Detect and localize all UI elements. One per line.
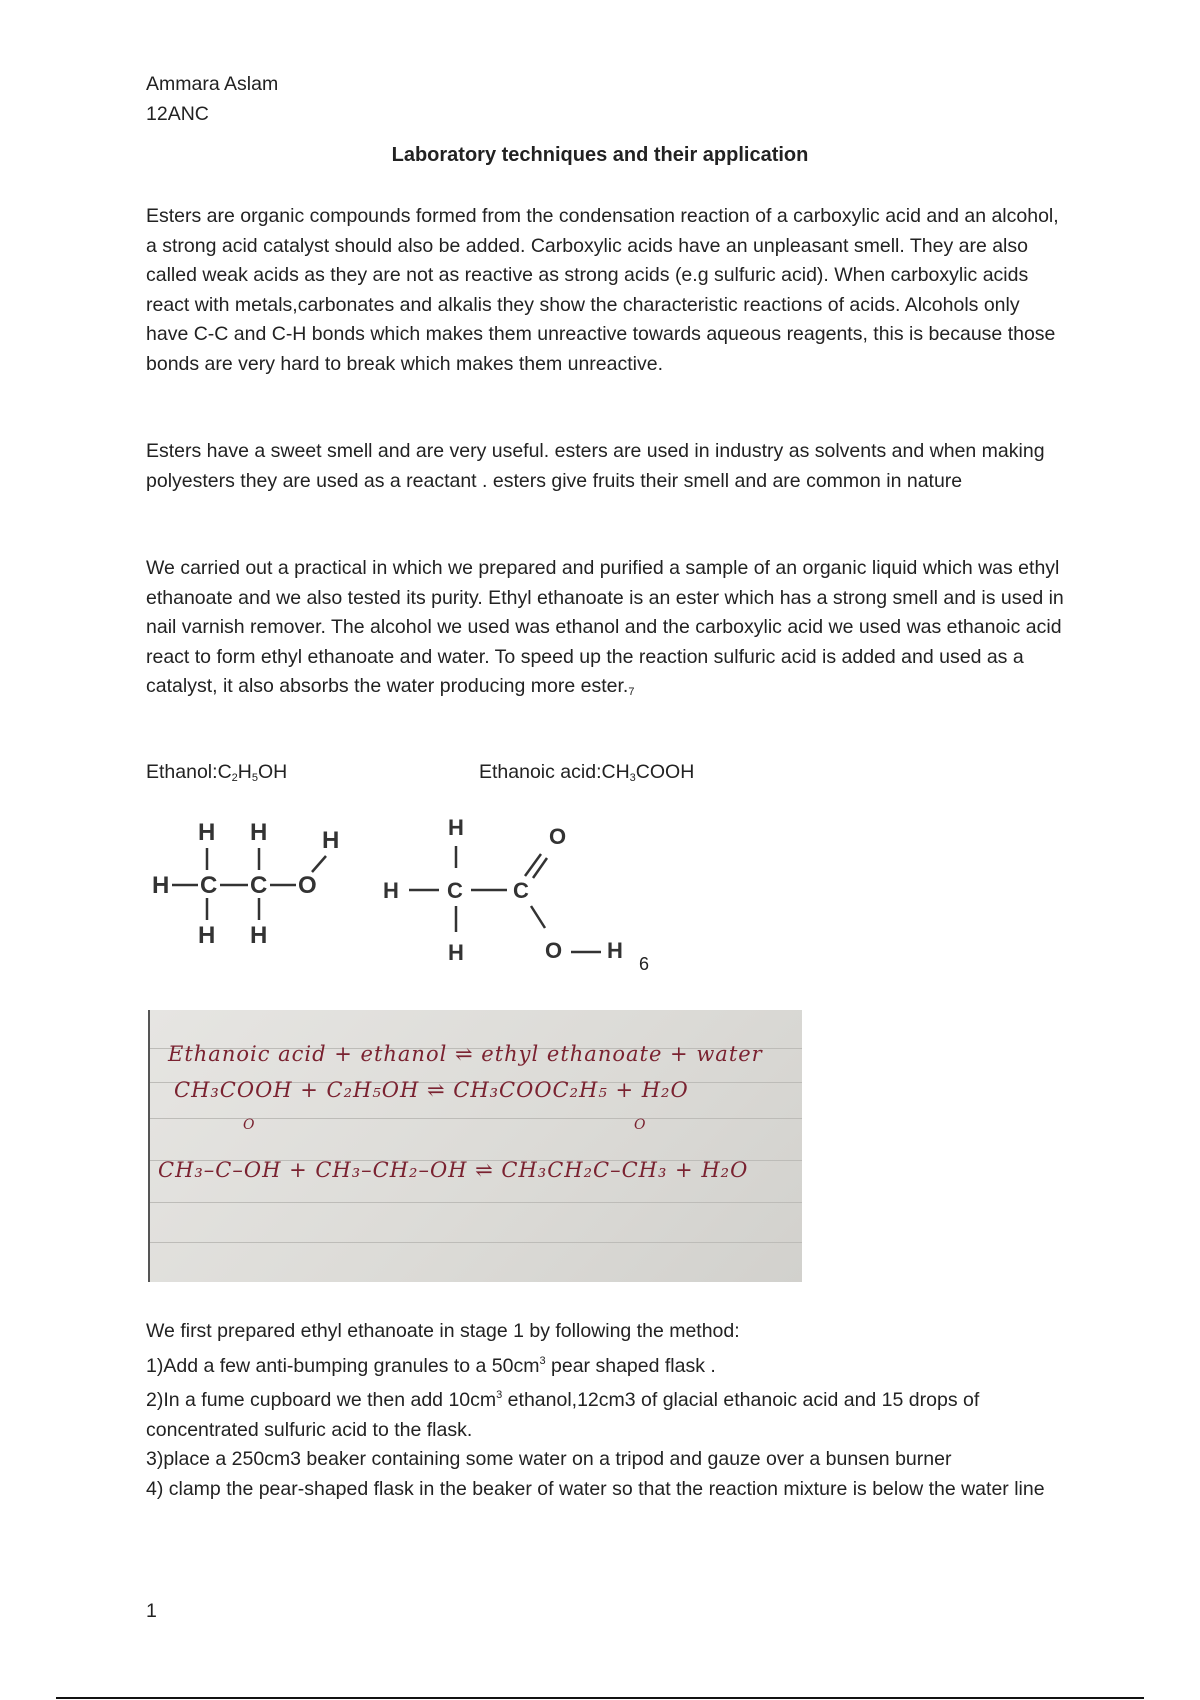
paragraph-practical-text: We carried out a practical in which we prepared and purified a sample of an organic liquid which was ethyl ethanoate and we also tested its purity. Ethyl ethanoate is an ester which has a strong smell and is used in nail varnish remover. The alcohol we used was ethanol and the carboxylic acid we used was ethanoic acid react to form ethyl ethanoate and water. To speed up the reaction sulfuric acid is added and used as a catalyst, it also absorbs the water producing more ester. bbox=[146, 557, 1064, 697]
svg-text:H: H bbox=[198, 819, 216, 846]
svg-text:C: C bbox=[513, 878, 529, 903]
svg-text:O: O bbox=[545, 938, 563, 963]
method-step-3: 3)place a 250cm3 beaker containing some water on a tripod and gauze over a bunsen burner bbox=[146, 1448, 952, 1470]
ethanoic-acid-formula: Ethanoic $acid:CH_3COOH$ bbox=[479, 761, 695, 784]
handwritten-word-equation: Ethanoic acid + ethanol ⇌ ethyl ethanoate + water bbox=[168, 1042, 763, 1066]
svg-text:H: H bbox=[250, 922, 268, 949]
ethanol-structure-diagram bbox=[146, 810, 356, 960]
method-step-2: 2)In a fume cupboard we then add $10cm^3$ ethanol,12cm3 of glacial ethanoic acid and 15 drops of concentrated sulfuric acid to the flask. bbox=[146, 1389, 980, 1441]
page-number: 1 bbox=[146, 1600, 157, 1622]
handwritten-carbonyl-o-2: O bbox=[634, 1117, 647, 1133]
svg-text:H: H bbox=[448, 940, 464, 965]
svg-text:H: H bbox=[152, 872, 170, 899]
svg-text:C: C bbox=[200, 872, 218, 899]
handwritten-formula-equation: CH₃COOH + C₂H₅OH ⇌ CH₃COOC₂H₅ + H₂O bbox=[174, 1078, 689, 1102]
method-section bbox=[146, 1317, 1066, 1504]
svg-text:H: H bbox=[198, 922, 216, 949]
method-intro: We first prepared ethyl ethanoate in stage 1 by following the method: bbox=[146, 1320, 740, 1342]
svg-text:O: O bbox=[549, 824, 567, 849]
ethanoic-acid-structure-diagram bbox=[375, 810, 675, 980]
method-step-1: 1)Add a few anti-bumping granules to a $50cm^3$ pear shaped flask . bbox=[146, 1354, 716, 1377]
svg-text:H: H bbox=[383, 878, 399, 903]
svg-text:H: H bbox=[607, 938, 623, 963]
svg-text:C: C bbox=[250, 872, 268, 899]
svg-text:O: O bbox=[298, 872, 317, 899]
svg-text:H: H bbox=[322, 827, 340, 854]
author-name: Ammara Aslam bbox=[146, 73, 279, 95]
svg-text:C: C bbox=[447, 878, 463, 903]
paragraph-practical bbox=[146, 554, 1066, 708]
svg-text:H: H bbox=[250, 819, 268, 846]
ethanoic-label: Ethanoic acid: bbox=[479, 761, 602, 783]
handwritten-structural-equation: CH₃–C–OH + CH₃–CH₂–OH ⇌ CH₃CH₂C–CH₃ + H₂O bbox=[158, 1158, 749, 1182]
svg-text:H: H bbox=[448, 815, 464, 840]
page-title: Laboratory techniques and their application bbox=[391, 144, 809, 166]
class-code: 12ANC bbox=[146, 102, 209, 125]
footnote-ref: 7 bbox=[628, 686, 635, 698]
paragraph-esters-uses: Esters have a sweet smell and are very useful. esters are used in industry as solvents and when making polyesters they are used as a reactant . esters give fruits their smell and are common in nature bbox=[146, 440, 1045, 492]
ethanol-formula: $Ethanol:C_2H_5OH$ bbox=[146, 761, 288, 784]
paragraph-esters-intro: Esters are organic compounds formed from the condensation reaction of a carboxylic acid and an alcohol, a strong acid catalyst should also be added. Carboxylic acids have an unpleasant smell. They are also called weak acids as they are not as reactive as strong acids (e.g sulfuric acid). When carboxylic acids react with metals,carbonates and alkalis they show the characteristic reactions of acids. Alcohols only have C-C and C-H bonds which makes them unreactive towards aqueous reagents, this is because those bonds are very hard to break which makes them unreactive. bbox=[146, 205, 1059, 375]
handwritten-carbonyl-o-1: O bbox=[243, 1117, 256, 1133]
footer-divider bbox=[56, 1697, 1144, 1699]
structure-footnote-ref: 6 bbox=[639, 954, 650, 974]
handwritten-equations-photo bbox=[148, 1010, 802, 1282]
method-step-4: 4) clamp the pear-shaped flask in the beaker of water so that the reaction mixture is below the water line bbox=[146, 1477, 1045, 1500]
author-block bbox=[146, 70, 278, 129]
ethanol-label: Ethanol: bbox=[146, 761, 218, 783]
